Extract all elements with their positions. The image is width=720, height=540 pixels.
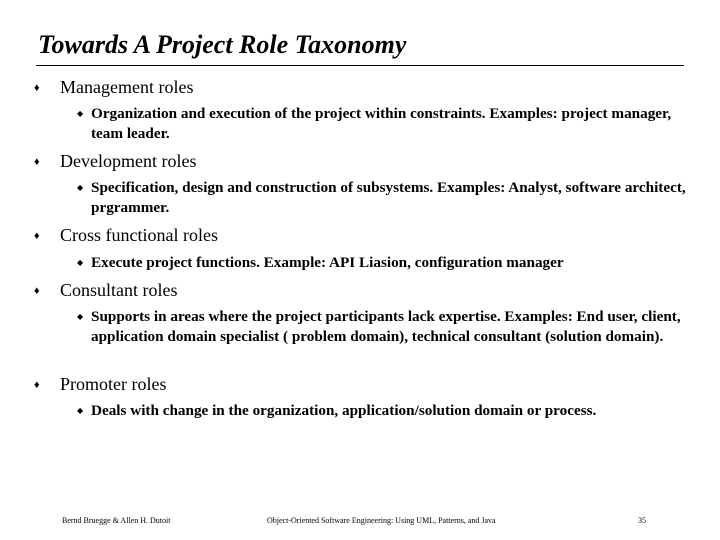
- sub-bullet-development-roles: [77, 178, 701, 218]
- diamond-bullet-icon: ♦: [34, 285, 40, 297]
- sub-bullet-text: Specification, design and construction of subsystems. Examples: Analyst, software architect, prgrammer.: [91, 179, 686, 216]
- bullet-management-roles: [34, 76, 193, 99]
- bullet-consultant-roles: [34, 279, 178, 302]
- footer-page-number: 35: [638, 516, 646, 525]
- diamond-bullet-icon: ♦: [34, 156, 40, 168]
- bullet-heading: Promoter roles: [60, 374, 167, 394]
- small-diamond-bullet-icon: ◆: [77, 312, 84, 321]
- bullet-heading: Development roles: [60, 151, 197, 171]
- bullet-cross-functional-roles: [34, 224, 218, 247]
- sub-bullet-cross-functional-roles: [77, 253, 701, 273]
- small-diamond-bullet-icon: ◆: [77, 406, 84, 415]
- diamond-bullet-icon: ♦: [34, 82, 40, 94]
- sub-bullet-text: Organization and execution of the project within constraints. Examples: project manager, team leader.: [91, 105, 672, 142]
- small-diamond-bullet-icon: ◆: [77, 258, 84, 267]
- footer-book-title: Object-Oriented Software Engineering: Using UML, Patterns, and Java: [267, 516, 496, 525]
- bullet-development-roles: [34, 150, 196, 173]
- sub-bullet-text: Deals with change in the organization, application/solution domain or process.: [91, 402, 597, 419]
- bullet-heading: Management roles: [60, 77, 194, 97]
- title-divider: [36, 65, 684, 66]
- small-diamond-bullet-icon: ◆: [77, 109, 84, 118]
- sub-bullet-promoter-roles: [77, 401, 701, 421]
- diamond-bullet-icon: ♦: [34, 230, 40, 242]
- diamond-bullet-icon: ♦: [34, 379, 40, 391]
- bullet-heading: Cross functional roles: [60, 225, 218, 245]
- sub-bullet-consultant-roles: [77, 307, 701, 347]
- bullet-promoter-roles: [34, 373, 166, 396]
- sub-bullet-text: Supports in areas where the project participants lack expertise. Examples: End user, client, application domain specialist ( problem domain), technical consultant (solution domain).: [91, 308, 681, 345]
- sub-bullet-text: Execute project functions. Example: API Liasion, configuration manager: [91, 254, 564, 271]
- bullet-heading: Consultant roles: [60, 280, 178, 300]
- slide-title: Towards A Project Role Taxonomy: [38, 30, 407, 59]
- sub-bullet-management-roles: [77, 104, 701, 144]
- footer-authors: Bernd Bruegge & Allen H. Dutoit: [62, 516, 171, 525]
- small-diamond-bullet-icon: ◆: [77, 183, 84, 192]
